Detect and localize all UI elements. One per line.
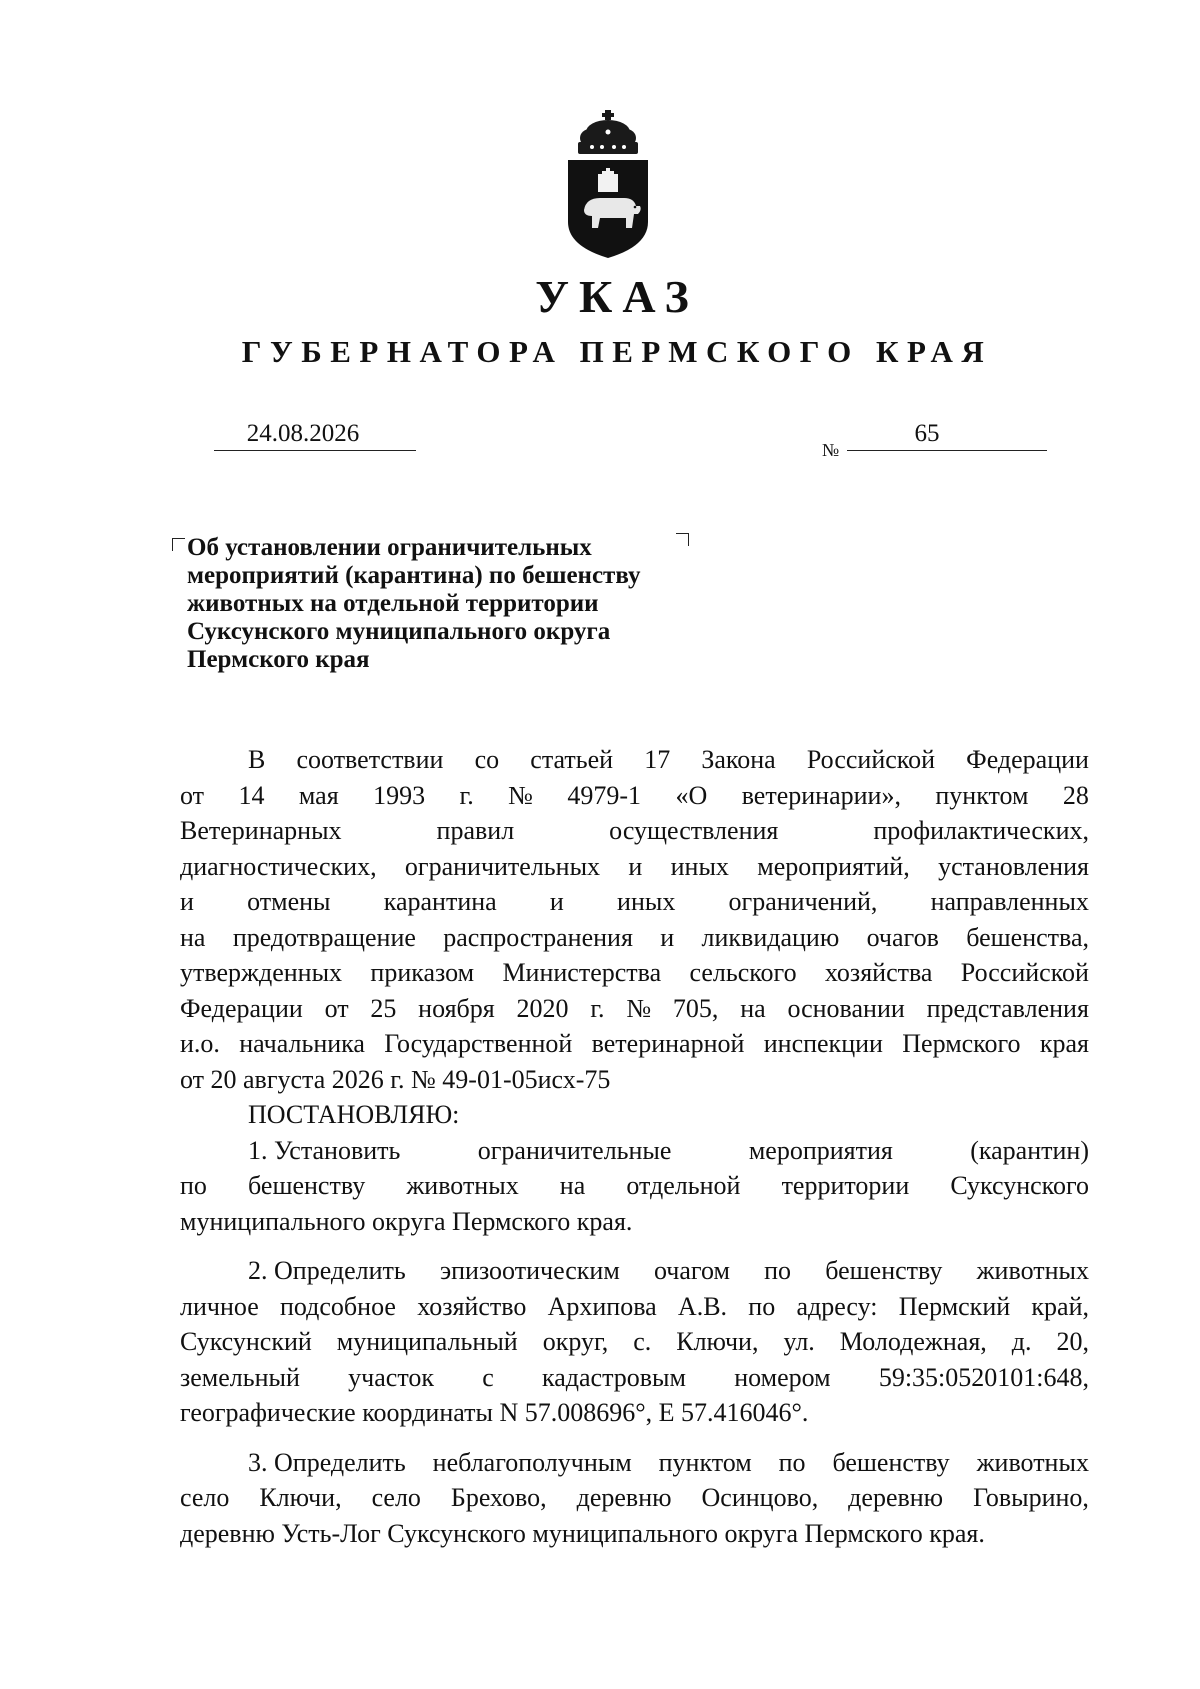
word: хозяйство xyxy=(417,1291,527,1321)
word: Государственной xyxy=(384,1029,573,1058)
text-line xyxy=(180,955,1089,991)
word: Федерации xyxy=(180,993,303,1023)
word: по xyxy=(778,1447,806,1477)
word: «О xyxy=(675,780,708,810)
word: г. xyxy=(590,993,605,1023)
word: мая xyxy=(298,780,339,810)
word: по xyxy=(764,1256,792,1285)
text-line xyxy=(180,1133,1089,1169)
subject-line: Об установлении ограничительных xyxy=(187,534,592,561)
word: распространения xyxy=(443,922,633,952)
item-1-paragraph xyxy=(180,1133,1089,1240)
word: бешенству xyxy=(825,1256,943,1285)
word: ликвидацию xyxy=(701,922,840,952)
word: с xyxy=(482,1362,494,1392)
word: Суксунский xyxy=(180,1327,312,1356)
word: Молодежная, xyxy=(839,1327,987,1356)
word: край, xyxy=(1031,1291,1089,1321)
subject-line: животных на отдельной территории xyxy=(187,590,599,617)
word: пунктом xyxy=(935,780,1029,810)
word: Закона xyxy=(701,745,776,774)
word: на xyxy=(559,1171,586,1200)
word: по xyxy=(180,1171,207,1200)
word: Пермский xyxy=(898,1291,1011,1321)
text-line xyxy=(180,1395,1089,1431)
word: ноября xyxy=(418,993,495,1023)
word: муниципального округа Пермского края. xyxy=(180,1206,633,1236)
word: неблагополучным xyxy=(432,1447,632,1477)
word: № xyxy=(508,780,533,810)
text-line xyxy=(180,1516,1089,1552)
word: со xyxy=(474,745,500,774)
word: осуществления xyxy=(609,816,779,845)
text-line xyxy=(180,884,1089,920)
word: Пермского xyxy=(902,1029,1021,1058)
word: номером xyxy=(734,1362,831,1392)
word: иных xyxy=(617,887,676,916)
word: начальника xyxy=(239,1029,365,1058)
text-line xyxy=(180,813,1089,849)
text-line xyxy=(180,1324,1089,1360)
word: территории xyxy=(781,1171,910,1200)
text-line xyxy=(180,778,1089,814)
document-date: 24.08.2026 xyxy=(246,420,360,447)
word: установления xyxy=(938,851,1089,881)
word: Министерства xyxy=(502,958,662,987)
text-line xyxy=(180,920,1089,956)
text-line xyxy=(180,1480,1089,1516)
word: правил xyxy=(436,816,515,845)
word: село xyxy=(180,1483,230,1512)
word: мероприятия xyxy=(748,1135,893,1165)
word: 1. Установить xyxy=(248,1135,401,1165)
word: 25 xyxy=(370,993,397,1023)
word: очагом xyxy=(653,1256,730,1285)
word: животных xyxy=(976,1256,1089,1285)
word: и.о. xyxy=(180,1029,220,1058)
text-line xyxy=(180,1026,1089,1062)
word: 4979-1 xyxy=(567,780,642,810)
word: очагов xyxy=(866,922,939,952)
resolve-line xyxy=(180,1097,1089,1133)
word: адресу: xyxy=(796,1291,878,1321)
word: г. xyxy=(459,780,474,810)
word: кадастровым xyxy=(542,1362,686,1392)
word: бешенству xyxy=(248,1171,366,1200)
word: инспекции xyxy=(763,1029,883,1058)
word: А.В. xyxy=(677,1291,728,1321)
word: 14 xyxy=(238,780,265,810)
perm-krai-coat-of-arms-icon xyxy=(560,110,656,260)
word: ограничительные xyxy=(477,1135,672,1165)
word: представления xyxy=(926,993,1089,1023)
word: бешенства, xyxy=(966,922,1089,952)
word: Ключи, xyxy=(676,1327,759,1356)
word: пунктом xyxy=(658,1447,752,1477)
word: хозяйства xyxy=(824,958,933,987)
word: эпизоотическим xyxy=(439,1256,620,1285)
word: и xyxy=(549,887,564,916)
word: на xyxy=(740,993,766,1023)
resolve-word: ПОСТАНОВЛЯЮ: xyxy=(248,1100,460,1129)
word: 3. Определить xyxy=(248,1447,406,1477)
word: деревню xyxy=(848,1483,944,1512)
word: и xyxy=(180,887,194,916)
word: по xyxy=(748,1291,776,1321)
word: от 20 августа 2026 г. № 49-01-05исх-75 xyxy=(180,1064,611,1094)
word: деревню xyxy=(576,1483,672,1512)
word: Ветеринарных xyxy=(180,816,342,845)
word: муниципальный xyxy=(336,1327,518,1356)
word: 20, xyxy=(1056,1327,1089,1356)
word: сельского xyxy=(689,958,797,987)
document-date-field xyxy=(214,420,416,451)
subject-corner-mark-left xyxy=(172,538,185,551)
word: Российской xyxy=(806,745,935,774)
text-line xyxy=(180,849,1089,885)
word: Российской xyxy=(960,958,1089,987)
text-line xyxy=(180,1204,1089,1240)
word: ул. xyxy=(783,1327,815,1356)
word: 2020 xyxy=(516,993,569,1023)
word: земельный xyxy=(180,1362,300,1392)
subject-line: Суксунского муниципального округа xyxy=(187,618,611,645)
word: отдельной xyxy=(626,1171,741,1200)
text-line xyxy=(180,1445,1089,1481)
word: ограничений, xyxy=(728,887,878,916)
word: географические координаты N 57.008696°, E 57.416046°. xyxy=(180,1398,809,1427)
word: мероприятий, xyxy=(757,851,910,881)
word: 2. Определить xyxy=(248,1256,406,1285)
word: 705, xyxy=(672,993,719,1023)
word: участок xyxy=(348,1362,434,1392)
word: д. xyxy=(1011,1327,1032,1356)
subject-line: мероприятий (карантина) по бешенству xyxy=(187,562,641,589)
word: Ключи, xyxy=(259,1483,342,1512)
word: личное xyxy=(180,1291,259,1321)
word: утвержденных xyxy=(180,958,343,987)
document-title: УКАЗ xyxy=(535,271,699,322)
word: направленных xyxy=(930,887,1089,916)
text-line xyxy=(180,1360,1089,1396)
item-3-paragraph xyxy=(180,1445,1089,1552)
word: 59:35:0520101:648, xyxy=(878,1362,1089,1392)
word: основании xyxy=(787,993,905,1023)
word: ветеринарной xyxy=(591,1029,745,1058)
word: иных xyxy=(670,851,729,881)
item-2-paragraph xyxy=(180,1253,1089,1431)
word: село xyxy=(371,1483,421,1512)
word: отмены xyxy=(247,887,331,916)
word: от xyxy=(180,780,205,810)
document-subject xyxy=(187,534,747,674)
word: 28 xyxy=(1062,780,1089,810)
document-body xyxy=(180,742,1089,1551)
word: и xyxy=(628,851,643,881)
number-label: № xyxy=(822,440,840,460)
word: (карантин) xyxy=(970,1135,1089,1165)
word: соответствии xyxy=(296,745,444,774)
text-line xyxy=(180,742,1089,778)
text-line xyxy=(180,1168,1089,1204)
document-issuer: ГУБЕРНАТОРА ПЕРМСКОГО КРАЯ xyxy=(241,334,993,369)
word: животных xyxy=(406,1171,519,1200)
preamble-paragraph xyxy=(180,742,1089,1097)
word: края xyxy=(1039,1029,1089,1058)
word: от xyxy=(324,993,349,1023)
word: Архипова xyxy=(547,1291,657,1321)
word: подсобное xyxy=(280,1291,396,1321)
word: Федерации xyxy=(966,745,1089,774)
word: деревню Усть-Лог Суксунского муниципального округа Пермского края. xyxy=(180,1518,985,1548)
word: карантина xyxy=(383,887,497,916)
word: с. xyxy=(633,1327,652,1356)
document-number-field xyxy=(847,420,1047,451)
word: и xyxy=(660,922,675,952)
text-line xyxy=(180,991,1089,1027)
word: приказом xyxy=(370,958,475,987)
word: 17 xyxy=(644,745,671,774)
word: Говырино, xyxy=(973,1483,1089,1512)
word: Осинцово, xyxy=(701,1483,819,1512)
word: профилактических, xyxy=(873,816,1089,845)
subject-line: Пермского края xyxy=(187,646,370,673)
word: 1993 xyxy=(373,780,426,810)
word: животных xyxy=(976,1447,1089,1477)
word: на xyxy=(180,922,206,952)
word: ветеринарии», xyxy=(741,780,901,810)
text-line xyxy=(180,1253,1089,1289)
text-line xyxy=(180,1062,1089,1098)
word: В xyxy=(248,745,266,774)
word: статьей xyxy=(530,745,614,774)
word: ограничительных xyxy=(404,851,601,881)
word: Суксунского xyxy=(950,1171,1089,1200)
text-line xyxy=(180,1289,1089,1325)
word: № xyxy=(626,993,652,1023)
word: предотвращение xyxy=(232,922,416,952)
word: диагностических, xyxy=(180,851,377,881)
word: Брехово, xyxy=(450,1483,547,1512)
word: округ, xyxy=(542,1327,609,1356)
document-number: 65 xyxy=(914,420,940,447)
word: бешенству xyxy=(832,1447,950,1477)
